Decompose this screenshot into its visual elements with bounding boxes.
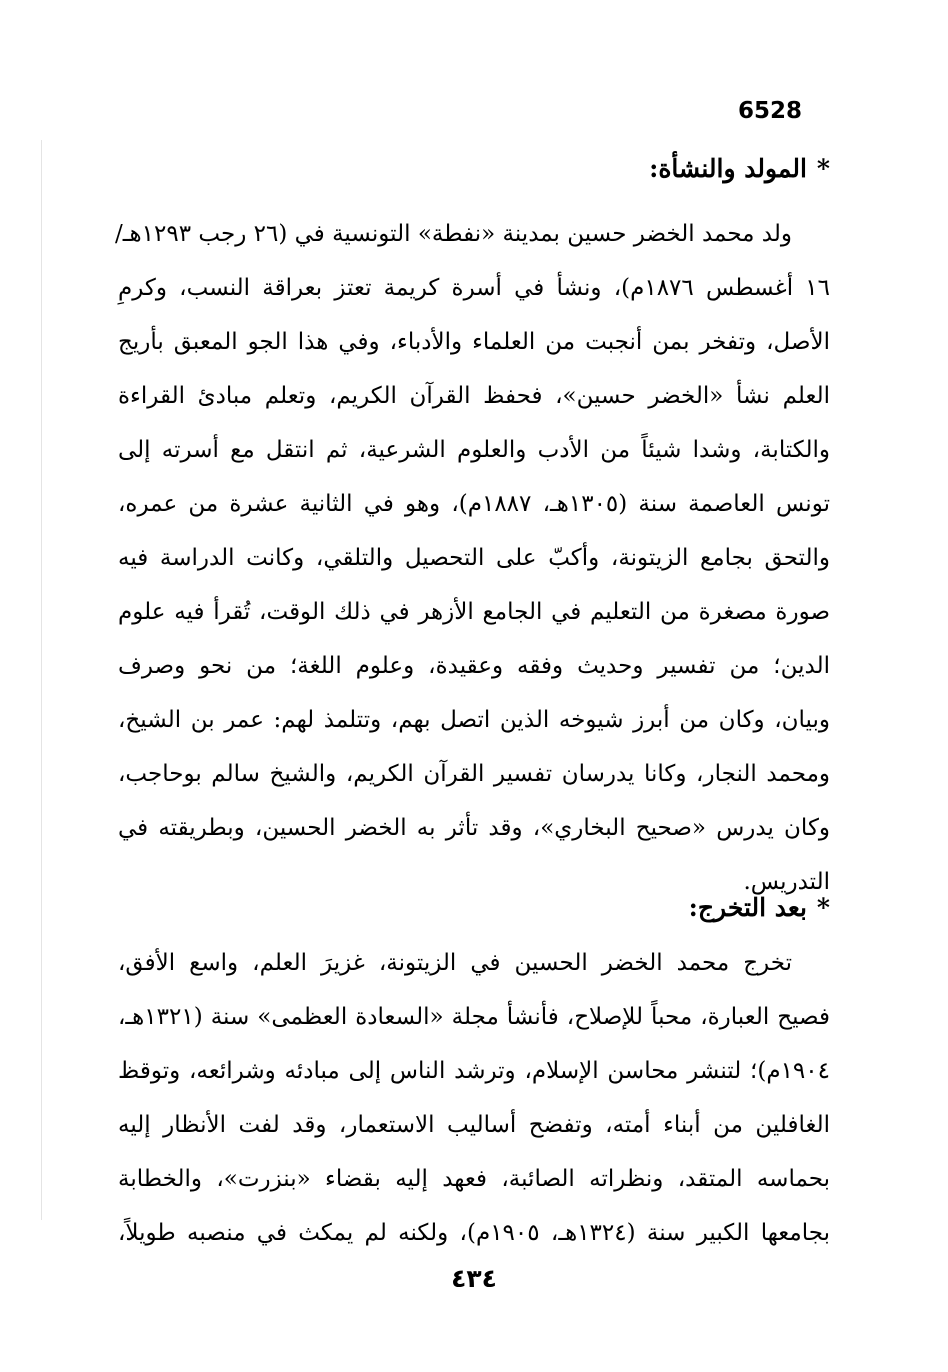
asterisk-bullet-icon: * bbox=[816, 893, 830, 922]
text-line: الأصل، وتفخر بمن أنجبت من العلماء والأدباء، وفي هذا الجو المعبق بأريج bbox=[118, 329, 830, 355]
section-heading-text: المولد والنشأة: bbox=[649, 154, 807, 183]
text-line: صورة مصغرة من التعليم في الجامع الأزهر في ذلك الوقت، تُقرأ فيه علوم bbox=[118, 599, 830, 625]
text-line: الغافلين من أبناء أمته، وتفضح أساليب الاستعمار، وقد لفت الأنظار إليه bbox=[118, 1112, 830, 1138]
text-line: تونس العاصمة سنة (١٣٠٥هـ، ١٨٨٧م)، وهو في الثانية عشرة من عمره، bbox=[118, 491, 830, 517]
text-line: ومحمد النجار، وكانا يدرسان تفسير القرآن الكريم، والشيخ سالم بوحاجب، bbox=[118, 761, 830, 787]
paragraph-birth-upbringing bbox=[115, 207, 830, 909]
paragraph-after-graduation bbox=[118, 936, 830, 1260]
text-line: العلم نشأ «الخضر حسين»، فحفظ القرآن الكريم، وتعلم مبادئ القراءة bbox=[118, 383, 830, 409]
asterisk-bullet-icon: * bbox=[816, 154, 830, 183]
text-line: وبيان، وكان من أبرز شيوخه الذين اتصل بهم، وتتلمذ لهم: عمر بن الشيخ، bbox=[118, 707, 830, 733]
text-line: تخرج محمد الخضر الحسين في الزيتونة، غزيرَ العلم، واسع الأفق، bbox=[118, 950, 792, 976]
footer-page-number: ٤٣٤ bbox=[451, 1264, 497, 1293]
text-line: بجامعها الكبير سنة (١٣٢٤هـ، ١٩٠٥م)، ولكنه لم يمكث في منصبه طويلاً، bbox=[118, 1220, 830, 1246]
text-line: التدريس. bbox=[743, 869, 830, 895]
text-line: والتحق بجامع الزيتونة، وأكبّ على التحصيل والتلقي، وكانت الدراسة فيه bbox=[118, 545, 830, 571]
text-line: ولد محمد الخضر حسين بمدينة «نفطة» التونسية في (٢٦ رجب ١٢٩٣هـ/ bbox=[115, 221, 792, 247]
text-line: والكتابة، وشدا شيئاً من الأدب والعلوم الشرعية، ثم انتقل مع أسرته إلى bbox=[118, 437, 830, 463]
section-heading-birth bbox=[649, 151, 830, 187]
page-fold-shadow bbox=[41, 140, 42, 1220]
text-line: وكان يدرس «صحيح البخاري»، وقد تأثر به الخضر الحسين، وبطريقته في bbox=[118, 815, 830, 841]
section-heading-after-graduation bbox=[689, 890, 830, 926]
text-line: ١٦ أغسطس ١٨٧٦م)، ونشأ في أسرة كريمة تعتز بعراقة النسب، وكرمِ bbox=[118, 275, 830, 301]
text-line: ١٩٠٤م)؛ لتنشر محاسن الإسلام، وترشد الناس إلى مبادئه وشرائعه، وتوقظ bbox=[118, 1058, 830, 1084]
text-line: بحماسه المتقد، ونظراته الصائبة، فعهد إليه بقضاء «بنزرت»، والخطابة bbox=[118, 1166, 830, 1192]
section-heading-text: بعد التخرج: bbox=[688, 893, 807, 922]
text-line: فصيح العبارة، محباً للإصلاح، فأنشأ مجلة «السعادة العظمى» سنة (١٣٢١هـ، bbox=[118, 1004, 830, 1030]
page-number: 6528 bbox=[738, 98, 803, 124]
text-line: الدين؛ من تفسير وحديث وفقه وعقيدة، وعلوم اللغة؛ من نحو وصرف bbox=[118, 653, 830, 679]
